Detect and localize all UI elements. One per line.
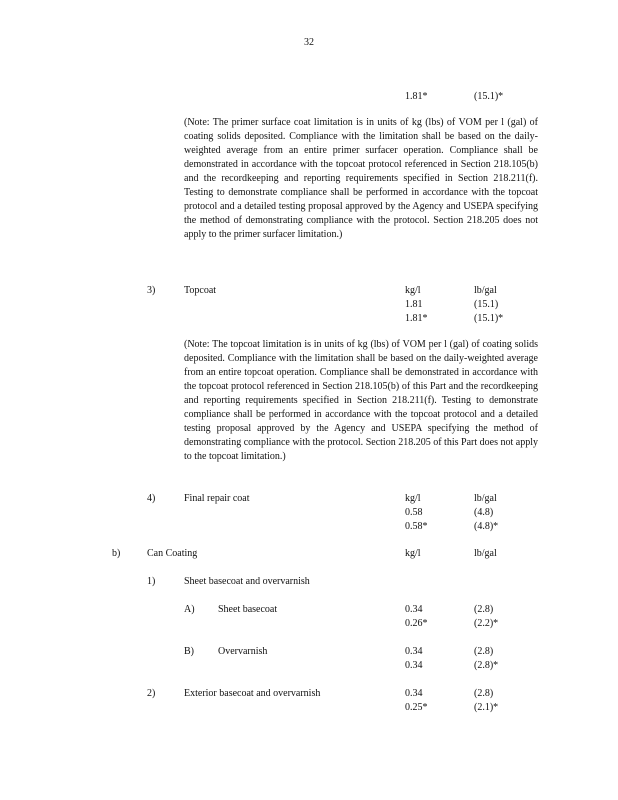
topcoat-label: Topcoat	[184, 285, 217, 296]
sheet-basecoat-kgl-value: 0.34	[405, 604, 423, 615]
final-repair-kgl-value-star: 0.58*	[405, 521, 428, 532]
final-repair-lbgal-value-star: (4.8)*	[474, 521, 499, 532]
exterior-basecoat-overvarnish-label: Exterior basecoat and overvarnish	[184, 688, 321, 699]
sheet-basecoat-overvarnish-label: Sheet basecoat and overvarnish	[184, 576, 310, 587]
final-repair-lbgal-value: (4.8)	[474, 507, 494, 518]
topcoat-kgl-value-star: 1.81*	[405, 313, 428, 324]
note-primer-surfacer: (Note: The primer surface coat limitation is in units of kg (lbs) of VOM per l (gal) of coating solids deposited. Compliance with the limitation shall be based on the daily-weighted average from an entire primer surfacer operation. Compliance shall be demonstrated in accordance with the topcoat protocol referenced in Section 218.105(b) and the recordkeeping and reporting requirements specified in Section 218.211(f). Testing to demonstrate compliance shall be performed in accordance with the topcoat protocol and a detailed testing proposal approved by the Agency and USEPA specifying the method of demonstrating compliance with the protocol. Section 218.205 does not apply to the primer surfacer limitation.)	[184, 117, 538, 240]
topcoat-lbgal-value-star: (15.1)*	[474, 313, 504, 324]
exterior-basecoat-kgl-value-star: 0.25*	[405, 702, 428, 713]
note-topcoat: (Note: The topcoat limitation is in units of kg (lbs) of VOM per l (gal) of coating solids deposited. Compliance with the limitation shall be based on the daily-weighted average from an entire topcoat operation. Compliance shall be demonstrated in accordance with the topcoat protocol referenced in Section 218.105(b) of this Part and the recordkeeping and reporting requirements specified in Section 218.211(f). Testing to demonstrate compliance shall be performed in accordance with the topcoat protocol and a detailed testing proposal approved by the Agency and USEPA specifying the method of demonstrating compliance with the protocol. Section 218.205 of this Part does not apply to the topcoat limitation.)	[184, 339, 538, 462]
primer-surfacer-lbgal: (15.1)*	[474, 91, 504, 102]
overvarnish-kgl-value-2: 0.34	[405, 660, 423, 671]
exterior-basecoat-lbgal-value-star: (2.1)*	[474, 702, 499, 713]
overvarnish-lbgal-value: (2.8)	[474, 646, 494, 657]
sheet-basecoat-kgl-value-star: 0.26*	[405, 618, 428, 629]
sheet-basecoat-lbgal-value-star: (2.2)*	[474, 618, 499, 629]
section-b-letter: b)	[112, 548, 121, 559]
b-item-number-2: 2)	[147, 688, 156, 699]
sub-item-letter-b: B)	[184, 646, 194, 657]
final-repair-lbgal-header: lb/gal	[474, 493, 497, 504]
can-coating-kgl-header: kg/l	[405, 548, 421, 559]
final-repair-kgl-value: 0.58	[405, 507, 423, 518]
page-number: 32	[304, 37, 314, 48]
overvarnish-lbgal-value-star: (2.8)*	[474, 660, 499, 671]
b-item-number-1: 1)	[147, 576, 156, 587]
topcoat-lbgal-header: lb/gal	[474, 285, 497, 296]
final-repair-coat-label: Final repair coat	[184, 493, 250, 504]
item-number-3: 3)	[147, 285, 156, 296]
item-number-4: 4)	[147, 493, 156, 504]
sub-item-letter-a: A)	[184, 604, 195, 615]
overvarnish-kgl-value: 0.34	[405, 646, 423, 657]
sheet-basecoat-lbgal-value: (2.8)	[474, 604, 494, 615]
overvarnish-label: Overvarnish	[218, 646, 268, 657]
topcoat-kgl-value: 1.81	[405, 299, 423, 310]
topcoat-kgl-header: kg/l	[405, 285, 421, 296]
sheet-basecoat-label: Sheet basecoat	[218, 604, 278, 615]
exterior-basecoat-kgl-value: 0.34	[405, 688, 423, 699]
primer-surfacer-kgl: 1.81*	[405, 91, 428, 102]
final-repair-kgl-header: kg/l	[405, 493, 421, 504]
exterior-basecoat-lbgal-value: (2.8)	[474, 688, 494, 699]
topcoat-lbgal-value: (15.1)	[474, 299, 499, 310]
can-coating-lbgal-header: lb/gal	[474, 548, 497, 559]
can-coating-label: Can Coating	[147, 548, 198, 559]
